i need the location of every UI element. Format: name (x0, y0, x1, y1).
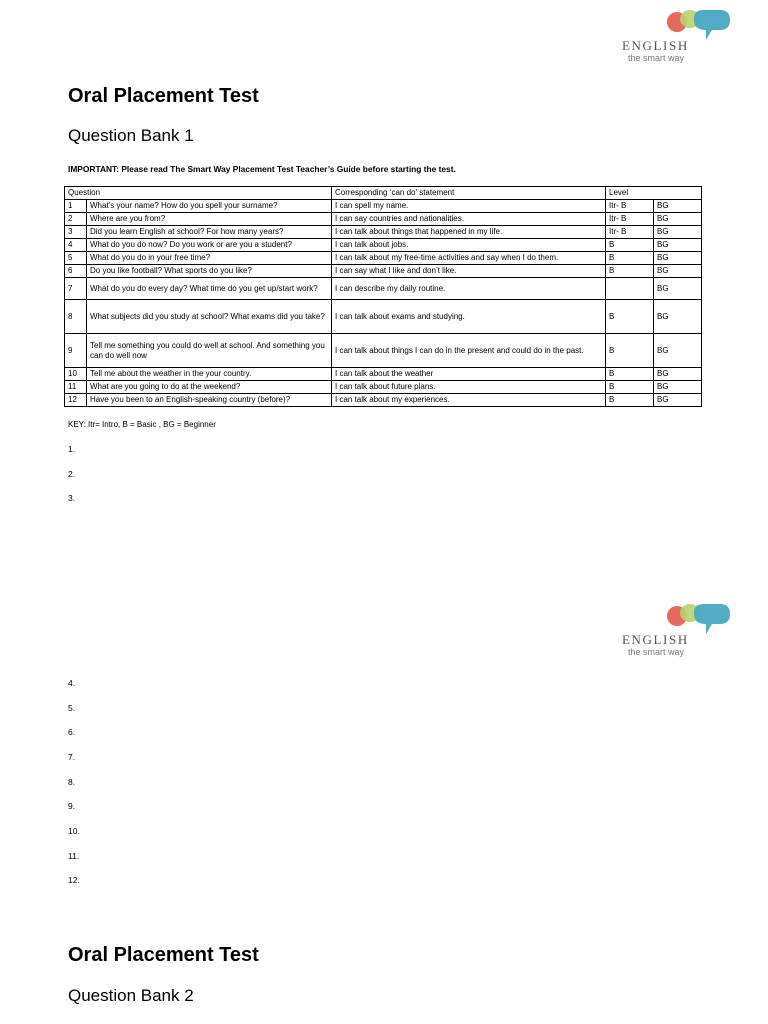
english-logo (622, 10, 742, 72)
level-code: B (606, 239, 654, 252)
page-subtitle: Question Bank 1 (68, 126, 194, 145)
can-do-statement: I can talk about things I can do in the present and could do in the past. (332, 334, 606, 368)
answer-number: 8. (68, 777, 76, 787)
table-row (65, 381, 702, 394)
answer-number: 7. (68, 752, 76, 762)
page-title: Oral Placement Test (68, 944, 259, 966)
can-do-statement: I can describe my daily routine. (332, 278, 606, 300)
question-number: 5 (65, 252, 87, 265)
table-row (65, 334, 702, 368)
level-code: B (606, 300, 654, 334)
can-do-statement: I can say countries and nationalities. (332, 213, 606, 226)
table-row (65, 252, 702, 265)
question-number: 11 (65, 381, 87, 394)
level-code: Itr- B (606, 226, 654, 239)
level-code: B (606, 252, 654, 265)
question-text: Did you learn English at school? For how many years? (87, 226, 332, 239)
level-code: B (606, 334, 654, 368)
question-number: 4 (65, 239, 87, 252)
level-beginner: BG (654, 334, 702, 368)
logo-wordmark: ENGLISH (622, 632, 689, 647)
question-text: What do you do in your free time? (87, 252, 332, 265)
can-do-statement: I can talk about exams and studying. (332, 300, 606, 334)
level-beginner: BG (654, 394, 702, 407)
level-beginner: BG (654, 381, 702, 394)
table-row (65, 226, 702, 239)
level-beginner: BG (654, 278, 702, 300)
logo-tagline: the smart way (628, 647, 685, 657)
level-beginner: BG (654, 368, 702, 381)
answer-number: 10. (68, 826, 80, 836)
can-do-statement: I can talk about jobs. (332, 239, 606, 252)
question-text: What subjects did you study at school? What exams did you take? (87, 300, 332, 334)
answer-number: 12. (68, 875, 80, 885)
question-text: Have you been to an English-speaking country (before)? (87, 394, 332, 407)
level-beginner: BG (654, 300, 702, 334)
question-table (64, 186, 702, 407)
level-code: B (606, 394, 654, 407)
table-row (65, 200, 702, 213)
table-row (65, 394, 702, 407)
level-code (606, 278, 654, 300)
page-subtitle: Question Bank 2 (68, 986, 194, 1005)
level-beginner: BG (654, 213, 702, 226)
question-text: What do you do every day? What time do you get up/start work? (87, 278, 332, 300)
can-do-statement: I can talk about the weather (332, 368, 606, 381)
question-number: 6 (65, 265, 87, 278)
question-number: 12 (65, 394, 87, 407)
answer-number: 2. (68, 469, 76, 479)
question-text: Where are you from? (87, 213, 332, 226)
can-do-statement: I can spell my name. (332, 200, 606, 213)
answer-number: 6. (68, 727, 76, 737)
important-note: IMPORTANT: Please read The Smart Way Placement Test Teacher’s Guide before starting the test. (68, 164, 456, 174)
answer-number: 1. (68, 444, 76, 454)
english-logo (622, 604, 742, 666)
level-code: B (606, 368, 654, 381)
level-code: B (606, 381, 654, 394)
question-text: Tell me about the weather in the your country. (87, 368, 332, 381)
question-number: 2 (65, 213, 87, 226)
key-legend: KEY: Itr= Intro, B = Basic , BG = Beginner (68, 420, 216, 429)
question-number: 3 (65, 226, 87, 239)
can-do-statement: I can talk about things that happened in my life. (332, 226, 606, 239)
question-text: What are you going to do at the weekend? (87, 381, 332, 394)
question-number: 9 (65, 334, 87, 368)
question-text: Do you like football? What sports do you like? (87, 265, 332, 278)
logo-wordmark: ENGLISH (622, 38, 689, 53)
question-number: 10 (65, 368, 87, 381)
question-number: 1 (65, 200, 87, 213)
table-row (65, 300, 702, 334)
can-do-statement: I can talk about my free-time activities and say when I do them. (332, 252, 606, 265)
table-row (65, 239, 702, 252)
table-row (65, 278, 702, 300)
header-question: Question (65, 187, 332, 200)
question-number: 8 (65, 300, 87, 334)
answer-number: 4. (68, 678, 76, 688)
question-text: Tell me something you could do well at school. And something you can do well now (87, 334, 332, 368)
logo-tagline: the smart way (628, 53, 685, 63)
level-beginner: BG (654, 226, 702, 239)
answer-number: 11. (68, 851, 80, 861)
answer-number: 3. (68, 493, 76, 503)
table-row (65, 265, 702, 278)
level-code: B (606, 265, 654, 278)
page-title: Oral Placement Test (68, 85, 259, 107)
table-header-row (65, 187, 702, 200)
table-row (65, 213, 702, 226)
question-text: What’s your name? How do you spell your surname? (87, 200, 332, 213)
header-can-do: Corresponding ‘can do’ statement (332, 187, 606, 200)
answer-number: 5. (68, 703, 76, 713)
question-number: 7 (65, 278, 87, 300)
level-beginner: BG (654, 252, 702, 265)
level-beginner: BG (654, 265, 702, 278)
can-do-statement: I can talk about my experiences. (332, 394, 606, 407)
header-level: Level (606, 187, 702, 200)
level-code: Itr- B (606, 213, 654, 226)
table-row (65, 368, 702, 381)
level-beginner: BG (654, 239, 702, 252)
can-do-statement: I can talk about future plans. (332, 381, 606, 394)
can-do-statement: I can say what I like and don’t like. (332, 265, 606, 278)
level-code: Itr- B (606, 200, 654, 213)
question-text: What do you do now? Do you work or are you a student? (87, 239, 332, 252)
level-beginner: BG (654, 200, 702, 213)
answer-number: 9. (68, 801, 76, 811)
